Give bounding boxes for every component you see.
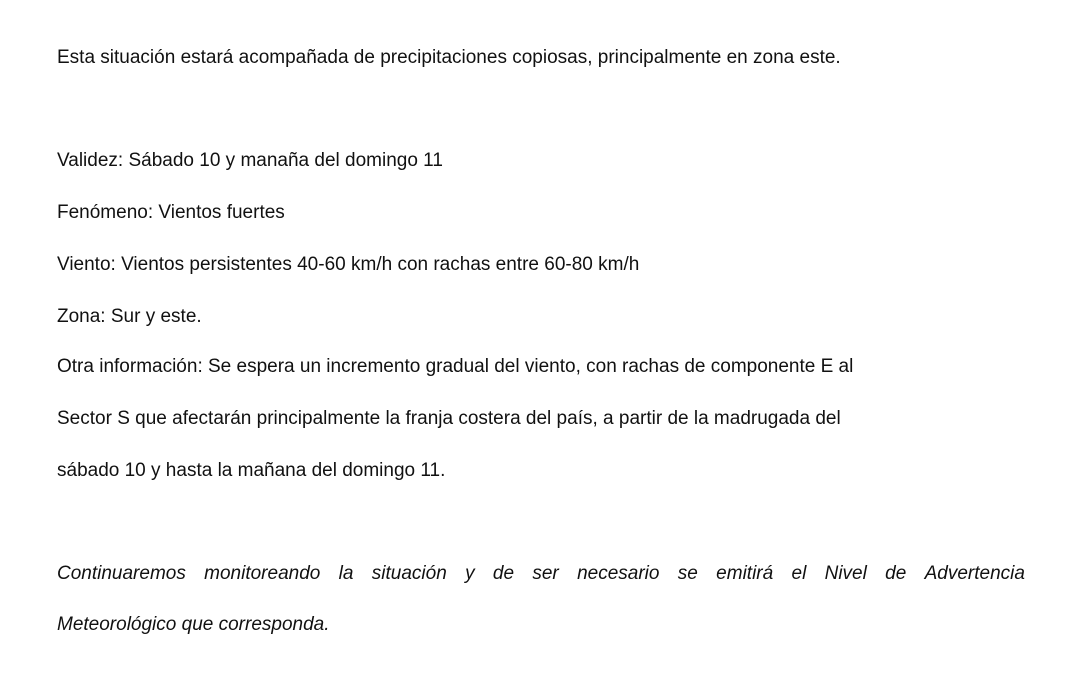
closing-word: el (791, 563, 807, 584)
fenomeno-line: Fenómeno: Vientos fuertes (57, 202, 285, 223)
otra-informacion-line-2: Sector S que afectarán principalmente la franja costera del país, a partir de la madrugada del (57, 408, 841, 429)
closing-word: emitirá (716, 563, 774, 584)
closing-word: ser (532, 563, 559, 584)
viento-line: Viento: Vientos persistentes 40-60 km/h con rachas entre 60-80 km/h (57, 254, 640, 275)
closing-word: y (465, 563, 475, 584)
closing-word: Nivel (824, 563, 867, 584)
document-page (57, 0, 1025, 675)
closing-word: Advertencia (924, 563, 1025, 584)
zona-line: Zona: Sur y este. (57, 306, 202, 327)
closing-word: la (338, 563, 354, 584)
closing-word: de (885, 563, 907, 584)
otra-informacion-line-1: Otra información: Se espera un incremento gradual del viento, con rachas de componente E al (57, 356, 854, 377)
otra-informacion-line-3: sábado 10 y hasta la mañana del domingo 11. (57, 460, 446, 481)
validez-line: Validez: Sábado 10 y manaña del domingo 11 (57, 150, 443, 171)
closing-word: necesario (577, 563, 660, 584)
intro-paragraph: Esta situación estará acompañada de precipitaciones copiosas, principalmente en zona este. (57, 47, 841, 68)
closing-line-2: Meteorológico que corresponda. (57, 614, 330, 635)
closing-line-1 (57, 562, 1025, 586)
closing-word: se (677, 563, 698, 584)
closing-word: de (492, 563, 515, 584)
closing-word: situación (371, 563, 447, 584)
closing-word: monitoreando (204, 563, 321, 584)
closing-word: Continuaremos (57, 563, 186, 584)
